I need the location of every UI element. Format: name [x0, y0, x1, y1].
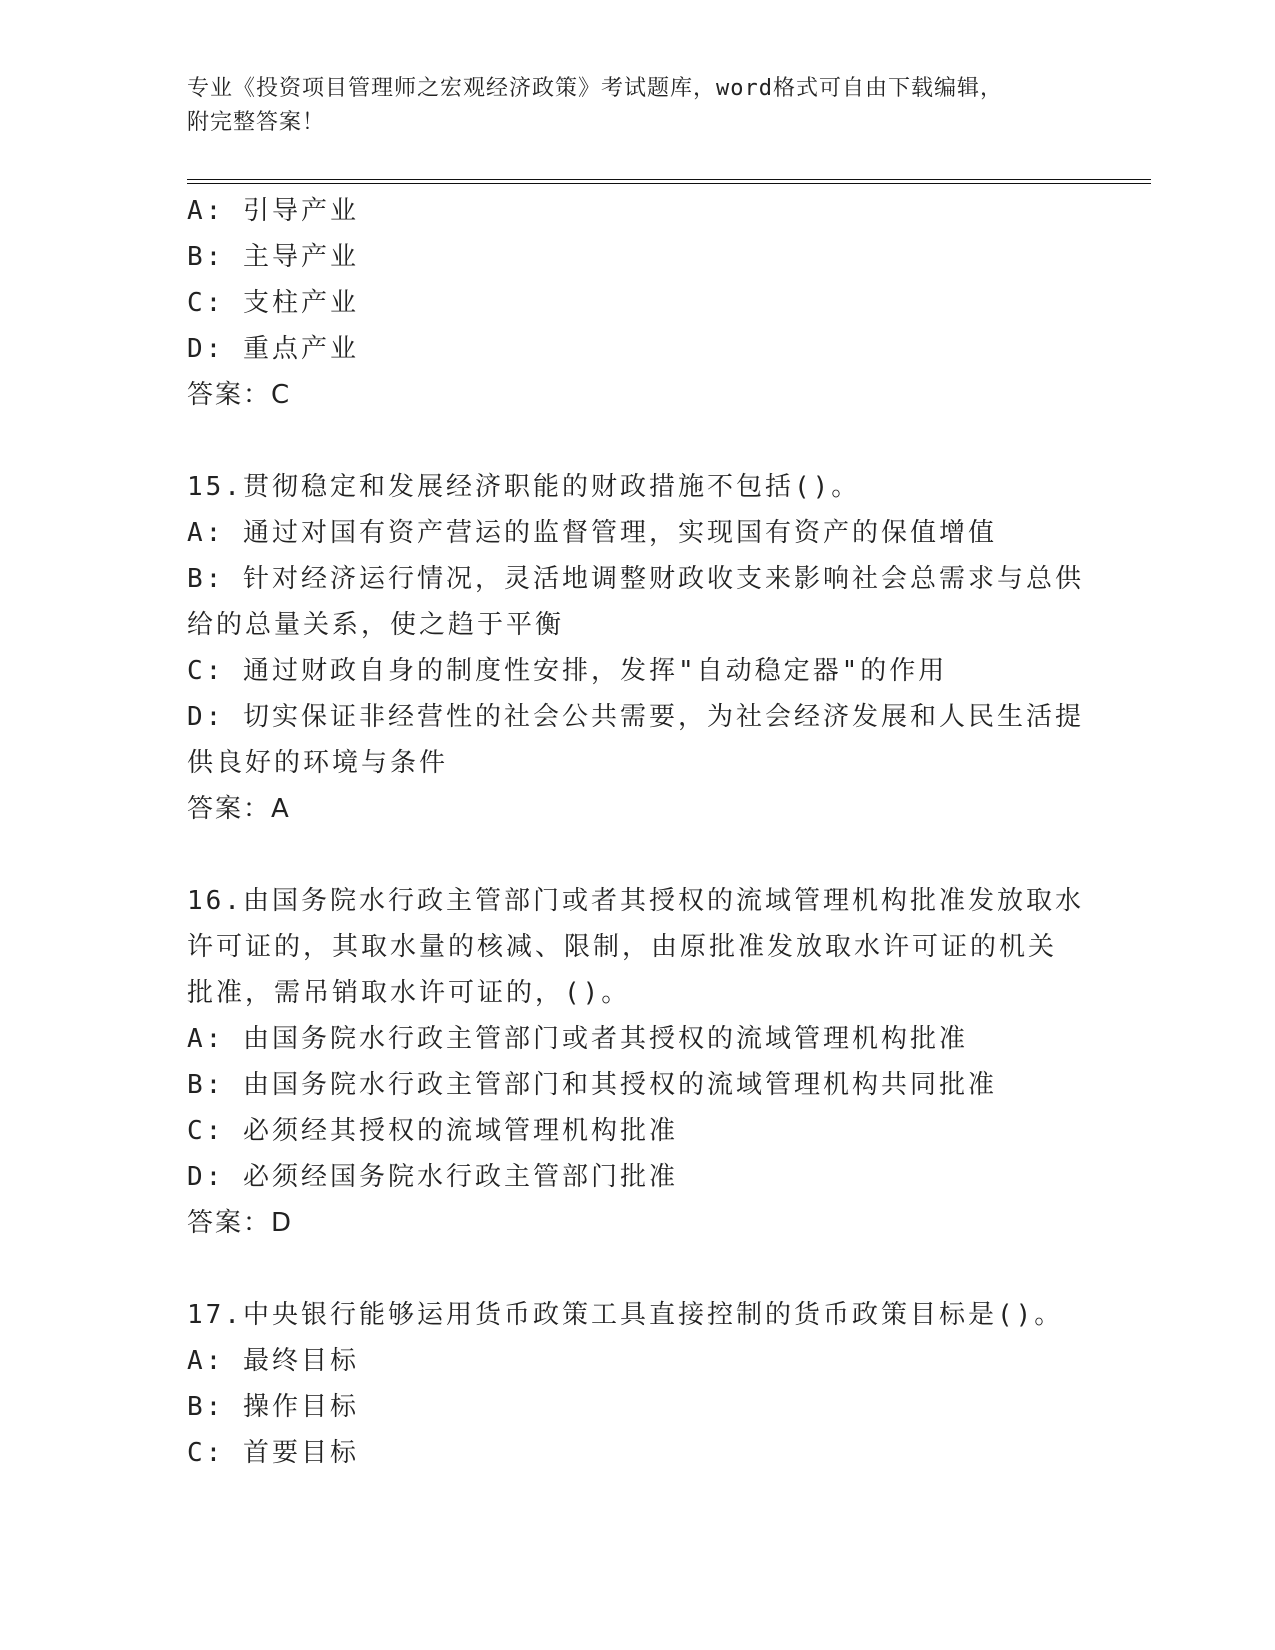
spacer	[187, 1246, 1087, 1292]
option-a: A: 通过对国有资产营运的监督管理，实现国有资产的保值增值	[187, 518, 997, 548]
header-rule-top	[187, 179, 1151, 180]
header-line-1: 专业《投资项目管理师之宏观经济政策》考试题库，word格式可自由下载编辑，	[187, 76, 1003, 101]
option-b: B: 针对经济运行情况，灵活地调整财政收支来影响社会总需求与总供	[187, 564, 1084, 594]
question-14	[187, 188, 1087, 418]
question-stem-continued: 许可证的，其取水量的核减、限制，由原批准发放取水许可证的机关	[187, 932, 1058, 962]
question-16	[187, 878, 1087, 1246]
question-list	[187, 188, 1087, 1476]
answer: 答案：C	[187, 380, 292, 410]
header-rule-bottom	[187, 183, 1151, 184]
option-b: B: 由国务院水行政主管部门和其授权的流域管理机构共同批准	[187, 1070, 997, 1100]
option-c: C: 通过财政自身的制度性安排，发挥"自动稳定器"的作用	[187, 656, 948, 686]
option-c: C: 支柱产业	[187, 288, 359, 318]
answer: 答案：A	[187, 794, 291, 824]
spacer	[187, 418, 1087, 464]
option-d: D: 必须经国务院水行政主管部门批准	[187, 1162, 678, 1192]
question-17	[187, 1292, 1087, 1476]
spacer	[187, 832, 1087, 878]
option-a: A: 引导产业	[187, 196, 359, 226]
option-b: B: 操作目标	[187, 1392, 359, 1422]
question-stem-continued: 批准，需吊销取水许可证的，()。	[187, 978, 631, 1008]
question-stem: 16.由国务院水行政主管部门或者其授权的流域管理机构批准发放取水	[187, 886, 1084, 916]
option-b-continued: 给的总量关系，使之趋于平衡	[187, 610, 565, 640]
answer: 答案：D	[187, 1208, 294, 1238]
header-line-2: 附完整答案！	[187, 110, 326, 135]
option-a: A: 由国务院水行政主管部门或者其授权的流域管理机构批准	[187, 1024, 968, 1054]
option-d-continued: 供良好的环境与条件	[187, 748, 449, 778]
option-a: A: 最终目标	[187, 1346, 359, 1376]
question-stem: 17.中央银行能够运用货币政策工具直接控制的货币政策目标是()。	[187, 1300, 1064, 1330]
option-b: B: 主导产业	[187, 242, 359, 272]
document-header	[187, 72, 1047, 140]
option-c: C: 必须经其授权的流域管理机构批准	[187, 1116, 678, 1146]
option-c: C: 首要目标	[187, 1438, 359, 1468]
option-d: D: 切实保证非经营性的社会公共需要，为社会经济发展和人民生活提	[187, 702, 1084, 732]
question-stem: 15.贯彻稳定和发展经济职能的财政措施不包括()。	[187, 472, 861, 502]
question-15	[187, 464, 1087, 832]
option-d: D: 重点产业	[187, 334, 359, 364]
